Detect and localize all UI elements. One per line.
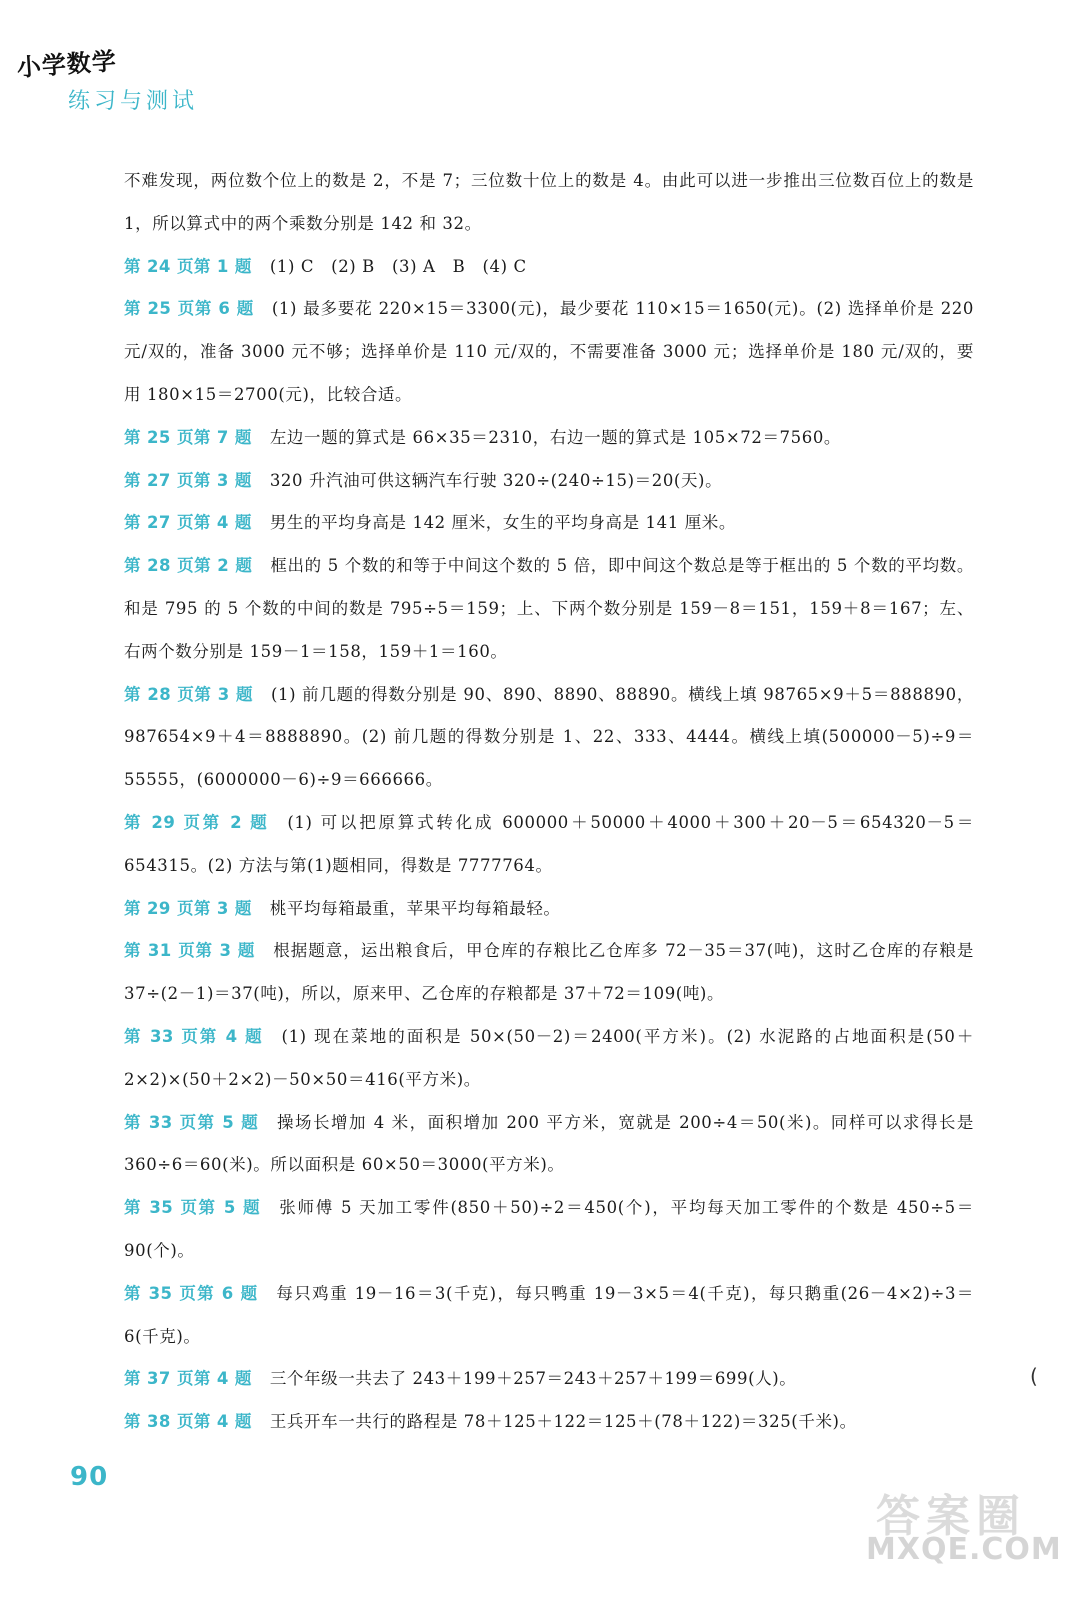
watermark-logo xyxy=(866,1480,1062,1570)
answer-item xyxy=(124,1016,974,1102)
answer-text: 王兵开车一共行的路程是 78＋125＋122＝125＋(78＋122)＝325(千米)。 xyxy=(269,1412,857,1432)
answer-reference: 第 27 页第 4 题 xyxy=(124,513,252,533)
watermark-site: MXQE.COM xyxy=(866,1532,1062,1567)
answer-item xyxy=(124,417,974,460)
page-number: 90 xyxy=(70,1462,109,1492)
answer-reference: 第 28 页第 3 题 xyxy=(124,684,253,704)
answer-item xyxy=(124,802,974,888)
edge-mark: ( xyxy=(1030,1364,1038,1388)
answer-item xyxy=(124,674,974,802)
answer-item xyxy=(124,246,974,289)
answer-item xyxy=(124,1358,974,1401)
answer-text: (1) 前几题的得数分别是 90、890、8890、88890。横线上填 98765×9＋5＝888890，987654×9＋4＝8888890。(2) 前几题的得数分别是 1、22、333、4444。横线上填(500000－5)÷9＝55555，(6000000－6)÷9＝666666。 xyxy=(124,684,974,790)
answer-item xyxy=(124,888,974,931)
answer-item xyxy=(124,1102,974,1188)
watermark-mark: 答案圈 xyxy=(876,1491,1026,1542)
answer-item xyxy=(124,1187,974,1273)
answer-list xyxy=(124,246,974,1444)
answer-reference: 第 25 页第 6 题 xyxy=(124,299,254,319)
answer-reference: 第 38 页第 4 题 xyxy=(124,1412,252,1432)
answer-reference: 第 37 页第 4 题 xyxy=(124,1369,252,1389)
answer-reference: 第 35 页第 6 题 xyxy=(124,1283,259,1303)
answer-text: 框出的 5 个数的和等于中间这个数的 5 倍，即中间这个数总是等于框出的 5 个数的平均数。和是 795 的 5 个数的中间的数是 795÷5＝159；上、下两个数分别是 159－8＝151，159＋8＝167；左、右两个数分别是 159－1＝158，159＋1＝160。 xyxy=(124,556,975,661)
answer-reference: 第 29 页第 3 题 xyxy=(124,898,252,918)
book-subtitle: 练习与测试 xyxy=(68,89,199,114)
answer-reference: 第 33 页第 5 题 xyxy=(124,1112,260,1132)
answer-item xyxy=(124,460,974,503)
answer-reference: 第 29 页第 2 题 xyxy=(124,812,270,832)
answer-text: 桃平均每箱最重，苹果平均每箱最轻。 xyxy=(269,898,561,918)
answer-reference: 第 31 页第 3 题 xyxy=(124,941,256,961)
intro-paragraph: 不难发现，两位数个位上的数是 2，不是 7；三位数十位上的数是 4。由此可以进一步推出三位数百位上的数是 1，所以算式中的两个乘数分别是 142 和 32。 xyxy=(124,171,974,233)
answer-reference: 第 24 页第 1 题 xyxy=(124,256,252,276)
answer-reference: 第 27 页第 3 题 xyxy=(124,470,252,490)
answer-item xyxy=(124,545,974,673)
page-header xyxy=(15,47,278,118)
answer-item xyxy=(124,288,974,416)
answer-reference: 第 35 页第 5 题 xyxy=(124,1198,262,1218)
answer-text: 三个年级一共去了 243＋199＋257＝243＋257＋199＝699(人)。 xyxy=(269,1369,797,1389)
answer-text: 左边一题的算式是 66×35＝2310，右边一题的算式是 105×72＝7560。 xyxy=(269,427,842,447)
answer-reference: 第 28 页第 2 题 xyxy=(124,556,253,576)
answer-reference: 第 25 页第 7 题 xyxy=(124,427,252,447)
answer-reference: 第 33 页第 4 题 xyxy=(124,1026,264,1046)
answer-text: 张师傅 5 天加工零件(850＋50)÷2＝450(个)，平均每天加工零件的个数是 450÷5＝90(个)。 xyxy=(124,1198,975,1260)
answer-text: (1) 可以把原算式转化成 600000＋50000＋4000＋300＋20－5＝654320－5＝654315。(2) 方法与第(1)题相同，得数是 7777764。 xyxy=(124,812,974,875)
answer-content xyxy=(124,160,974,1444)
answer-text: 320 升汽油可供这辆汽车行驶 320÷(240÷15)＝20(天)。 xyxy=(269,470,723,490)
answer-item xyxy=(124,1273,974,1359)
answer-text: (1) 最多要花 220×15＝3300(元)，最少要花 110×15＝1650(元)。(2) 选择单价是 220 元/双的，准备 3000 元不够；选择单价是 110 元/双的，不需要准备 3000 元；选择单价是 180 元/双的，要用 180×15＝2700(元)，比较合适。 xyxy=(124,299,974,404)
answer-text: 每只鸡重 19－16＝3(千克)，每只鸭重 19－3×5＝4(千克)，每只鹅重(26－4×2)÷3＝6(千克)。 xyxy=(124,1283,974,1346)
book-title: 小学数学 xyxy=(15,47,118,83)
answer-item xyxy=(124,930,974,1016)
answer-text: 男生的平均身高是 142 厘米，女生的平均身高是 141 厘米。 xyxy=(269,513,736,533)
answer-item xyxy=(124,1401,974,1444)
answer-text: 操场长增加 4 米，面积增加 200 平方米，宽就是 200÷4＝50(米)。同样可以求得长是 360÷6＝60(米)。所以面积是 60×50＝3000(平方米)。 xyxy=(124,1112,974,1175)
answer-text: 根据题意，运出粮食后，甲仓库的存粮比乙仓库多 72－35＝37(吨)，这时乙仓库的存粮是 37÷(2－1)＝37(吨)，所以，原来甲、乙仓库的存粮都是 37＋72＝109(吨)。 xyxy=(124,941,974,1004)
answer-text: (1) 现在菜地的面积是 50×(50－2)＝2400(平方米)。(2) 水泥路的占地面积是(50＋2×2)×(50＋2×2)－50×50＝416(平方米)。 xyxy=(124,1026,974,1089)
answer-text: (1) C (2) B (3) A B (4) C xyxy=(269,256,527,276)
answer-item xyxy=(124,502,974,545)
